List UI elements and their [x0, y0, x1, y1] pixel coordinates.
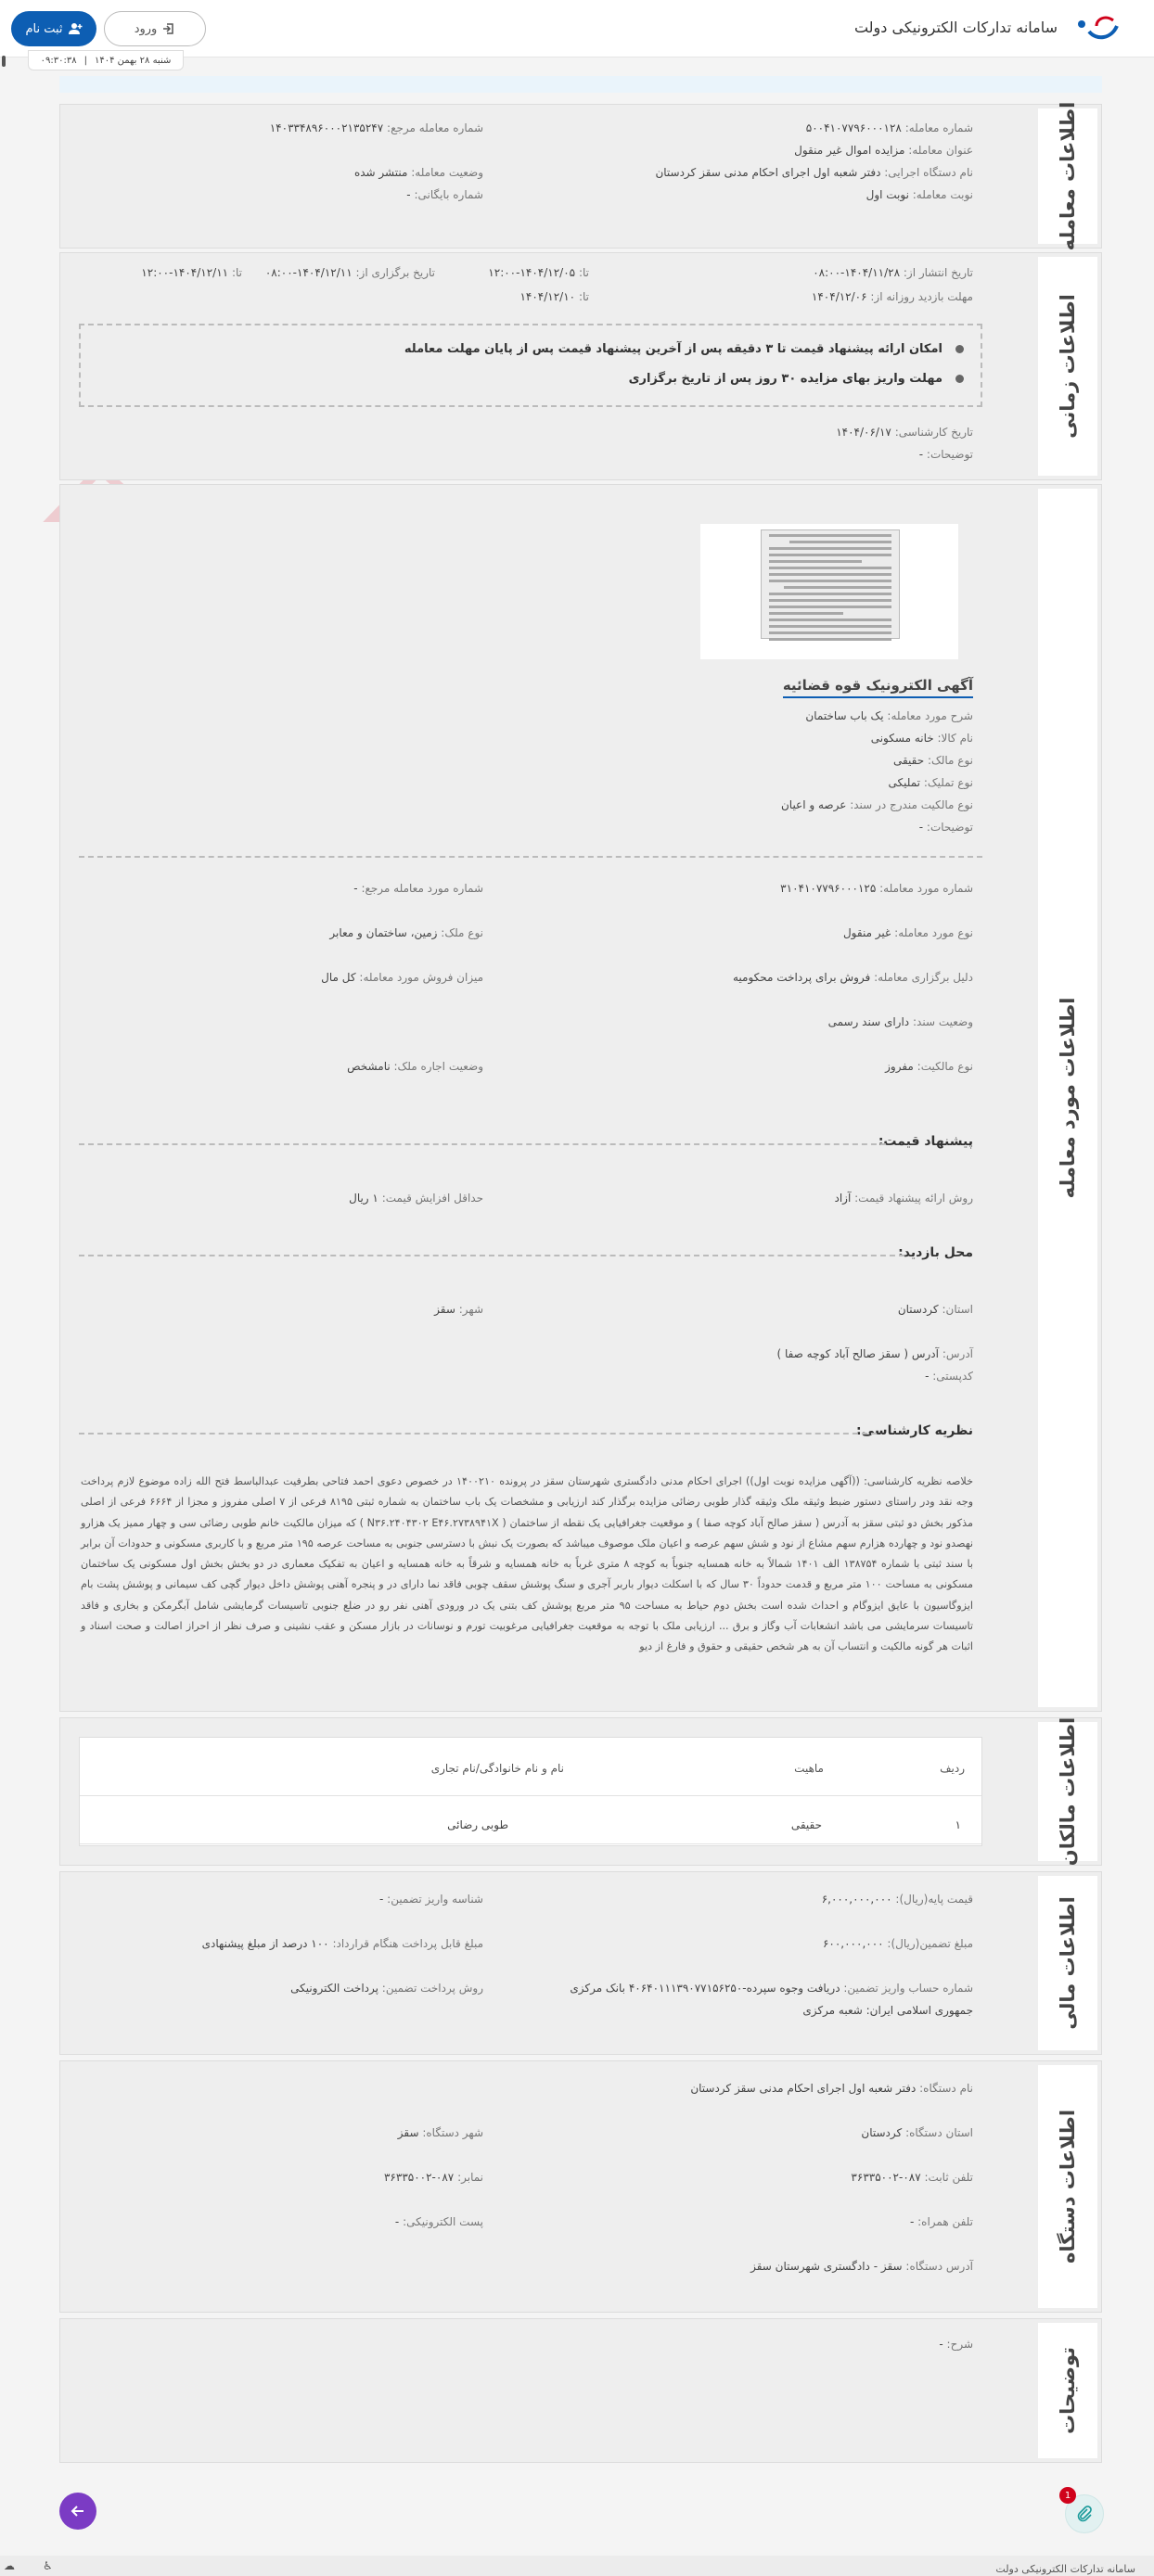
login-button[interactable]: [104, 11, 206, 46]
hold-from: تاریخ برگزاری از: ۱۴۰۴/۱۲/۱۱-۰۸:۰۰: [264, 266, 435, 279]
date-text: شنبه ۲۸ بهمن ۱۴۰۴: [95, 55, 172, 66]
date-time-chip: [28, 50, 184, 70]
agency-phone: تلفن ثابت: ۰۸۷-۳۶۳۳۵۰۰۲: [851, 2171, 973, 2184]
time-notes-box: [79, 324, 982, 407]
deal-info-side: [1038, 101, 1097, 251]
attachments-count-badge: 1: [1059, 2487, 1076, 2504]
table-divider: [80, 1843, 981, 1844]
paperclip-icon: [1075, 2505, 1094, 2523]
footer-text: سامانه تدارکات الکترونیکی دولت: [995, 2563, 1135, 2575]
deal-reason: دلیل برگزاری معامله: فروش برای پرداخت محکومیه: [733, 971, 973, 984]
agency-address: آدرس دستگاه: سقز - دادگستری شهرستان سقز: [750, 2260, 973, 2273]
visit-from: مهلت بازدید روزانه از: ۱۴۰۴/۱۲/۰۶: [811, 290, 973, 303]
guarantee-account: شماره حساب واریز تضمین: دریافت وجوه سپرده-۴۰۶۴۰۱۱۱۳۹۰۷۷۱۵۶۲۵۰ بانک مرکزی: [570, 1982, 973, 1995]
payable-amount: مبلغ قابل پرداخت هنگام قرارداد: ۱۰۰ درصد از مبلغ پیشنهادی: [201, 1937, 483, 1950]
register-button[interactable]: [11, 11, 96, 46]
divider: [79, 1255, 904, 1256]
hold-to: تا: ۱۴۰۴/۱۲/۱۱-۱۲:۰۰: [141, 266, 242, 279]
owner-type: نوع مالک: حقیقی: [892, 754, 973, 767]
owner-name: طوبی رضائی: [447, 1818, 508, 1831]
agency-section: [59, 2060, 1102, 2313]
guarantee-amount: مبلغ تضمین(ریال): ۶۰۰,۰۰۰,۰۰۰: [822, 1937, 973, 1950]
time-text: ۰۹:۳۰:۳۸: [40, 55, 77, 66]
date-separator: |: [83, 55, 87, 66]
agency-title: اطلاعات دستگاه: [1057, 2109, 1079, 2264]
item-description: شرح مورد معامله: یک باب ساختمان: [805, 709, 973, 722]
owner-row-number: ۱: [955, 1818, 961, 1831]
col-name-header: نام و نام خانوادگی/نام تجاری: [430, 1762, 564, 1775]
ad-title-link[interactable]: آگهی الکترونیک قوه قضائیه: [783, 677, 973, 698]
property-type: نوع ملک: زمین، ساختمان و معابر: [329, 926, 483, 939]
min-increment: حداقل افزایش قیمت: ۱ ریال: [349, 1192, 483, 1205]
user-add-icon: [69, 22, 83, 35]
agency-province: استان دستگاه: کردستان: [861, 2126, 973, 2139]
footer-bar: [0, 2556, 1154, 2576]
finance-section: [59, 1871, 1102, 2055]
expert-opinion-heading: نظریه کارشناسی:: [856, 1423, 973, 1438]
agency-side: [1038, 2065, 1097, 2308]
login-icon: [162, 22, 175, 35]
publish-to: تا: ۱۴۰۴/۱۲/۰۵-۱۲:۰۰: [488, 266, 589, 279]
time-info-title: اطلاعات زمانی: [1057, 294, 1079, 439]
deed-status: وضعیت سند: دارای سند رسمی: [827, 1015, 973, 1028]
divider: [79, 1143, 886, 1145]
deal-turn: نوبت معامله: نوبت اول: [866, 188, 973, 201]
item-kind: نوع مورد معامله: غیر منقول: [842, 926, 973, 939]
owners-table: [79, 1737, 982, 1846]
guarantee-account-bank: جمهوری اسلامی ایران: شعبه مرکزی: [802, 2004, 973, 2017]
address: آدرس: آدرس ( سقز صالح آباد کوچه صفا ): [776, 1347, 973, 1360]
description-field: شرح: -: [939, 2338, 973, 2351]
chat-icon[interactable]: ☁: [4, 2559, 15, 2572]
ownership-transfer-type: نوع تملیک: تملیکی: [888, 776, 973, 789]
divider: [79, 1433, 877, 1435]
expert-opinion-text: خلاصه نظریه کارشناسی: ((آگهی مزایده نوبت اول)) اجرای احکام مدنی دادگستری شهرستان سقز در پرونده ۱۴۰۰۲۱۰ در خصوص دعوی احمد فتاحی بطرفیت عبدالباسط فتح الله زاده موضوع لازم پرداخت وجه نقد ودر راستای دستور ضبط وثیقه ملک وثیقه گذار طوبی رضائی مزایده برگذار کند ارزیابی و مشخصات یک باب ساختمان به شماره ثبتی ۸۱۹۵ فرعی از ۷ اصلی مفروز و مجزا از ۶۶۶۴ فرعی از اصلی مذکور بخش دو ثبتی سقز به آدرس ( سقز صالح آباد کوچه صفا ) و موقعیت جغرافیایی یک نقطه از ساختمان ( N۳۶.۲۴۰۴۳۰۲ E۴۶.۲۷۳۸۹۴۱X ) که میزان مالکیت خانم طوبی رضائی سی و چهار ممیز یک هزارو نهصدو نود و چهارده هزارم سهم مشاع از نود و شش سهم عرصه و اعیان ملک موصوف میباشد که بصورت یک نبش با دسترسی جنوبی به مساحت عرصه ۱۹۵ متر مربع و با کاربری مسکونی و حدودات آن برابر با سند ثبتی با شماره ۱۳۸۷۵۴ الف ۱۴۰۱ شمالاً به خانه همسایه جنوباً به کوچه ۸ متری غرباً به خانه همسایه و شرقاً به خانه همسایه و اعیان به تفکیک معماری در دو بخش بخش اول مسکونی یک ساختمان مسکونی به مساحت ۱۰۰ متر مربع و قدمت حدوداً ۳۰ سال که با اسکلت دیوار باربر آجری و سنگ پوشش سقف چوبی فاقد نما دارای در و پنجره آهنی پوشش داخل دیوار گچی کف سیمانی و پوشش پشت بام ایزوگاسیون با عایق ایزوگام و احداث شده است بخش دوم حیاط به مساحت ۹۵ متر مربع پوشش کف بتنی یک در ورودی آهنی نفر رو در ضلع جنوبی تاسیسات گرمایشی شامل آبگرمکن و بخاری و فاقد تاسیسات سرمایشی می باشد انشعابات آب وگاز و برق ... ارزیابی ملک با توجه به موقعیت جغرافیایی مرغوبیت تورم و نوسانات در بازار مسکن و عقب نشینی و صرف نظر از احراز اصالت و صحت اسناد و اثبات هر گونه مالکیت و انتساب آن به هر شخص حقیقی و حقوق و فارغ از دیو: [81, 1475, 974, 1653]
col-nature-header: ماهیت: [794, 1762, 824, 1775]
description-section: [59, 2318, 1102, 2463]
goods-name: نام کالا: خانه مسکونی: [870, 732, 973, 745]
table-divider: [80, 1795, 981, 1796]
item-notes: توضیحات: -: [918, 821, 973, 834]
deal-number: شماره معامله: ۵۰۰۴۱۰۷۷۹۶۰۰۰۱۲۸: [805, 121, 973, 134]
deal-ref: شماره معامله مرجع: ۱۴۰۳۳۴۸۹۶۰۰۰۲۱۳۵۲۴۷: [269, 121, 483, 134]
deal-agency: نام دستگاه اجرایی: دفتر شعبه اول اجرای احکام مدنی سقز کردستان: [655, 166, 973, 179]
finance-title: اطلاعات مالی: [1057, 1896, 1079, 2030]
top-header: [0, 0, 1154, 57]
time-info-section: [59, 252, 1102, 480]
finance-side: [1038, 1876, 1097, 2050]
agency-mobile: تلفن همراه: -: [909, 2215, 973, 2228]
deal-info-section: [59, 101, 1102, 251]
lease-status: وضعیت اجاره ملک: نامشخص: [347, 1060, 483, 1073]
time-info-side: [1038, 257, 1097, 476]
item-number: شماره مورد معامله: ۳۱۰۴۱۰۷۷۹۶۰۰۰۱۲۵: [780, 882, 973, 895]
owners-side: [1038, 1716, 1097, 1867]
sale-share: میزان فروش مورد معامله: کل مال: [321, 971, 483, 984]
item-info-title: اطلاعات مورد معامله: [1057, 997, 1079, 1199]
note-payment-deadline: مهلت واریز بهای مزایده ۳۰ روز پس از تاریخ برگزاری: [629, 372, 964, 386]
site-title: سامانه تدارکات الکترونیکی دولت: [853, 19, 1058, 36]
divider: [79, 856, 982, 858]
owners-section: [59, 1717, 1102, 1866]
agency-name: نام دستگاه: دفتر شعبه اول اجرای احکام مدنی سقز کردستان: [690, 2082, 973, 2095]
description-title: توضیحات: [1057, 2346, 1079, 2435]
deal-archive: شماره بایگانی: -: [406, 188, 483, 201]
deal-status: وضعیت معامله: منتشر شده: [353, 166, 483, 179]
publish-from: تاریخ انتشار از: ۱۴۰۴/۱۱/۲۸-۰۸:۰۰: [813, 266, 973, 279]
offer-method: روش ارائه پیشنهاد قیمت: آزاد: [834, 1192, 973, 1205]
ad-document-thumbnail[interactable]: [761, 529, 900, 639]
agency-email: پست الکترونیکی: -: [394, 2215, 483, 2228]
item-info-section: [59, 484, 1102, 1712]
accessibility-icon[interactable]: ♿: [43, 2559, 53, 2572]
arrow-left-icon: [70, 2503, 86, 2519]
owner-nature: حقیقی: [790, 1818, 822, 1831]
visit-to: تا: ۱۴۰۴/۱۲/۱۰: [519, 290, 589, 303]
postal-code: کدپستی: -: [925, 1370, 973, 1383]
time-description: توضیحات: -: [918, 448, 973, 461]
expert-date: تاریخ کارشناسی: ۱۴۰۴/۰۶/۱۷: [836, 426, 973, 439]
deal-subject: عنوان معامله: مزایده اموال غیر منقول: [794, 144, 973, 157]
city: شهر: سقز: [434, 1303, 483, 1316]
guarantee-id: شناسه واریز تضمین: -: [379, 1893, 483, 1906]
owners-title: اطلاعات مالکان: [1057, 1716, 1079, 1867]
col-row-header: ردیف: [940, 1762, 965, 1775]
base-price: قیمت پایه(ریال): ۶,۰۰۰,۰۰۰,۰۰۰: [821, 1893, 973, 1906]
login-label: ورود: [134, 21, 158, 36]
item-ref-number: شماره مورد معامله مرجع: -: [353, 882, 483, 895]
agency-fax: نمابر: ۰۸۷-۳۶۳۳۵۰۰۲: [383, 2171, 483, 2184]
setad-logo-icon[interactable]: [1069, 13, 1122, 45]
province: استان: کردستان: [897, 1303, 973, 1316]
guarantee-pay-method: روش پرداخت تضمین: پرداخت الکترونیکی: [290, 1982, 483, 1995]
description-side: [1038, 2323, 1097, 2458]
note-bid-extension: امکان ارائه پیشنهاد قیمت تا ۳ دقیقه پس از آخرین پیشنهاد قیمت پس از پایان مهلت معامله: [404, 342, 964, 356]
document-ownership-type: نوع مالکیت مندرج در سند: عرصه و اعیان: [780, 798, 973, 811]
deal-info-title: اطلاعات معامله: [1057, 101, 1079, 251]
agency-city: شهر دستگاه: سقز: [397, 2126, 483, 2139]
back-button[interactable]: [59, 2493, 96, 2530]
price-offer-heading: پیشنهاد قیمت:: [878, 1134, 973, 1149]
register-label: ثبت نام: [25, 21, 63, 36]
visit-place-heading: محل بازدید:: [898, 1245, 973, 1260]
top-divider: [59, 76, 1102, 93]
side-handle[interactable]: [2, 56, 6, 67]
ownership-kind: نوع مالکیت: مفروز: [885, 1060, 973, 1073]
ad-image-frame[interactable]: [700, 524, 958, 659]
item-info-side: [1038, 489, 1097, 1707]
